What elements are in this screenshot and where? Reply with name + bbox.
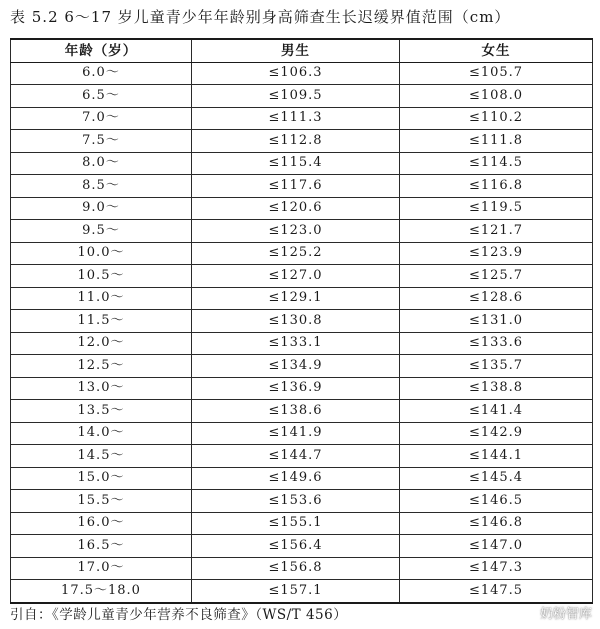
girls-cell: ≤147.3: [400, 557, 593, 580]
table-row: [11, 197, 593, 220]
table-row: [11, 580, 593, 603]
age-cell: 12.5～: [11, 355, 192, 378]
age-cell: 8.5～: [11, 175, 192, 198]
header-girls: 女生: [400, 39, 593, 62]
girls-cell: ≤119.5: [400, 197, 593, 220]
age-cell: 13.5～: [11, 400, 192, 423]
boys-cell: ≤117.6: [192, 175, 400, 198]
girls-cell: ≤128.6: [400, 287, 593, 310]
source-citation: 引自：《学龄儿童青少年营养不良筛查》（WS/T 456）: [10, 607, 348, 623]
age-cell: 10.5～: [11, 265, 192, 288]
age-cell: 7.0～: [11, 107, 192, 130]
boys-cell: ≤153.6: [192, 490, 400, 513]
growth-retardation-table: [10, 38, 593, 604]
table-row: [11, 152, 593, 175]
girls-cell: ≤142.9: [400, 422, 593, 445]
age-cell: 11.5～: [11, 310, 192, 333]
girls-cell: ≤145.4: [400, 467, 593, 490]
boys-cell: ≤136.9: [192, 377, 400, 400]
boys-cell: ≤112.8: [192, 130, 400, 153]
boys-cell: ≤141.9: [192, 422, 400, 445]
girls-cell: ≤141.4: [400, 400, 593, 423]
girls-cell: ≤110.2: [400, 107, 593, 130]
girls-cell: ≤125.7: [400, 265, 593, 288]
boys-cell: ≤106.3: [192, 62, 400, 85]
boys-cell: ≤134.9: [192, 355, 400, 378]
girls-cell: ≤147.0: [400, 535, 593, 558]
girls-cell: ≤111.8: [400, 130, 593, 153]
girls-cell: ≤108.0: [400, 85, 593, 108]
boys-cell: ≤129.1: [192, 287, 400, 310]
watermark: [522, 603, 592, 622]
table-row: [11, 242, 593, 265]
boys-cell: ≤157.1: [192, 580, 400, 603]
table-row: [11, 490, 593, 513]
girls-cell: ≤131.0: [400, 310, 593, 333]
girls-cell: ≤116.8: [400, 175, 593, 198]
age-cell: 15.0～: [11, 467, 192, 490]
boys-cell: ≤127.0: [192, 265, 400, 288]
age-cell: 6.5～: [11, 85, 192, 108]
age-cell: 11.0～: [11, 287, 192, 310]
girls-cell: ≤138.8: [400, 377, 593, 400]
boys-cell: ≤130.8: [192, 310, 400, 333]
watermark-text: 奶粉智库: [539, 607, 592, 622]
boys-cell: ≤123.0: [192, 220, 400, 243]
boys-cell: ≤125.2: [192, 242, 400, 265]
table-row: [11, 265, 593, 288]
table-row: [11, 535, 593, 558]
boys-cell: ≤155.1: [192, 512, 400, 535]
boys-cell: ≤115.4: [192, 152, 400, 175]
table-row: [11, 287, 593, 310]
header-boys: 男生: [192, 39, 400, 62]
girls-cell: ≤147.5: [400, 580, 593, 603]
girls-cell: ≤105.7: [400, 62, 593, 85]
boys-cell: ≤111.3: [192, 107, 400, 130]
table-row: [11, 130, 593, 153]
table-row: [11, 310, 593, 333]
girls-cell: ≤144.1: [400, 445, 593, 468]
girls-cell: ≤123.9: [400, 242, 593, 265]
age-cell: 9.5～: [11, 220, 192, 243]
table-row: [11, 445, 593, 468]
age-cell: 13.0～: [11, 377, 192, 400]
table-row: [11, 332, 593, 355]
boys-cell: ≤156.8: [192, 557, 400, 580]
girls-cell: ≤146.5: [400, 490, 593, 513]
table-row: [11, 62, 593, 85]
age-cell: 14.0～: [11, 422, 192, 445]
table-row: [11, 85, 593, 108]
girls-cell: ≤133.6: [400, 332, 593, 355]
table-row: [11, 377, 593, 400]
table-caption: 表 5.2 6～17 岁儿童青少年年龄别身高筛查生长迟缓界值范围（cm）: [10, 8, 511, 26]
table-row: [11, 400, 593, 423]
table-row: [11, 512, 593, 535]
boys-cell: ≤156.4: [192, 535, 400, 558]
age-cell: 14.5～: [11, 445, 192, 468]
table-body: [11, 62, 593, 603]
age-cell: 17.5～18.0: [11, 580, 192, 603]
header-age: 年龄（岁）: [11, 39, 192, 62]
age-cell: 9.0～: [11, 197, 192, 220]
age-cell: 16.0～: [11, 512, 192, 535]
boys-cell: ≤149.6: [192, 467, 400, 490]
age-cell: 17.0～: [11, 557, 192, 580]
girls-cell: ≤135.7: [400, 355, 593, 378]
table-row: [11, 355, 593, 378]
boys-cell: ≤109.5: [192, 85, 400, 108]
table-row: [11, 422, 593, 445]
age-cell: 15.5～: [11, 490, 192, 513]
table-row: [11, 107, 593, 130]
table-row: [11, 467, 593, 490]
girls-cell: ≤146.8: [400, 512, 593, 535]
age-cell: 8.0～: [11, 152, 192, 175]
girls-cell: ≤121.7: [400, 220, 593, 243]
boys-cell: ≤144.7: [192, 445, 400, 468]
age-cell: 6.0～: [11, 62, 192, 85]
age-cell: 16.5～: [11, 535, 192, 558]
girls-cell: ≤114.5: [400, 152, 593, 175]
table-header-row: [11, 39, 593, 62]
chat-bubbles-icon: [522, 606, 536, 620]
boys-cell: ≤133.1: [192, 332, 400, 355]
age-cell: 10.0～: [11, 242, 192, 265]
table-row: [11, 175, 593, 198]
table-row: [11, 220, 593, 243]
table-row: [11, 557, 593, 580]
age-cell: 12.0～: [11, 332, 192, 355]
boys-cell: ≤120.6: [192, 197, 400, 220]
age-cell: 7.5～: [11, 130, 192, 153]
boys-cell: ≤138.6: [192, 400, 400, 423]
